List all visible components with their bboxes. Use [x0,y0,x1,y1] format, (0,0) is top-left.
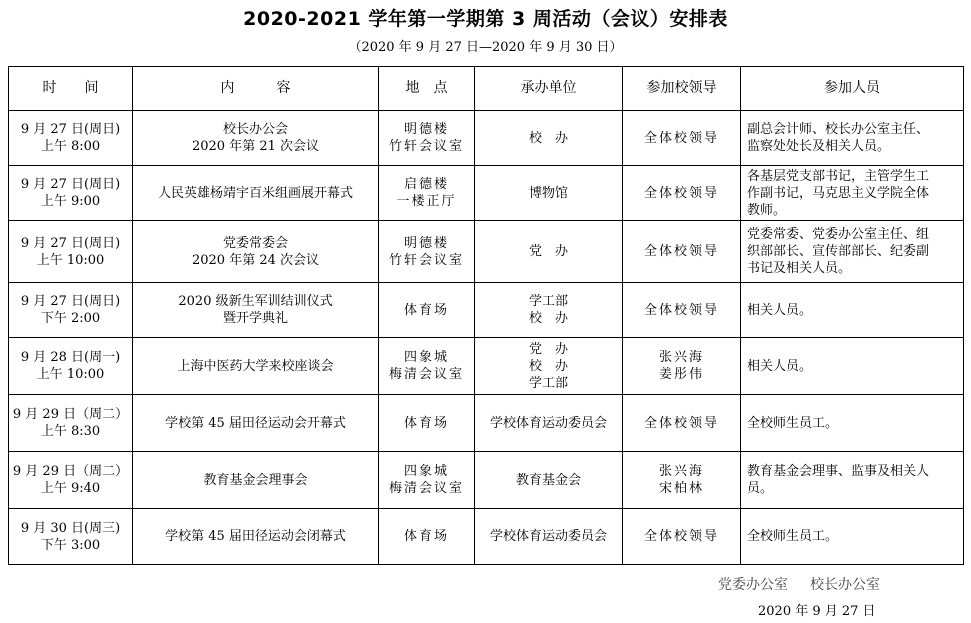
cell-date-text: 9 月 27 日(周日) [20,235,121,251]
cell-location [379,452,475,509]
cell-time [9,111,133,166]
cell-leaders-line: 全体校领导 [643,244,719,259]
document-title: 2020-2021 学年第一学期第 3 周活动（会议）安排表 [243,8,728,30]
footer-date: 2020 年 9 月 27 日 [758,604,876,619]
cell-location [379,509,475,565]
cell-time-text: 上午 10:00 [36,252,105,268]
cell-participants [741,509,964,565]
footer-issuers [718,574,880,594]
cell-participants-line: 相关人员。 [747,302,813,318]
footer-unit-president: 校长办公室 [810,577,880,593]
header-time: 时 间 [9,67,133,111]
cell-participants-line: 教师。 [747,202,787,218]
cell-leaders-line: 全体校领导 [643,302,719,318]
cell-location-line: 体育场 [403,302,449,318]
cell-leaders-line: 张兴海 [658,464,704,479]
cell-organizer-line: 博物馆 [528,185,568,201]
cell-date-text: 9 月 30 日(周三) [20,520,121,536]
cell-leaders [623,283,741,338]
cell-time [9,395,133,452]
cell-time-text: 上午 9:00 [40,194,101,209]
cell-participants-line: 全校师生员工。 [747,415,839,431]
cell-time-text: 上午 9:40 [40,481,101,496]
cell-organizer-line: 校 办 [528,130,568,146]
cell-organizer-line: 学校体育运动委员会 [489,415,607,431]
cell-organizer-line: 党 办 [528,341,568,357]
cell-organizer [475,111,623,166]
cell-leaders-line: 张兴海 [658,350,704,365]
cell-content-line: 2020 级新生军训结训仪式 [178,294,333,309]
header-leaders: 参加校领导 [623,67,741,111]
cell-leaders [623,452,741,509]
schedule-body [9,111,964,565]
cell-content-line: 上海中医药大学来校座谈会 [177,358,334,374]
cell-location-line: 四象城 [403,464,449,479]
cell-location-line: 明德楼 [403,235,449,251]
cell-content [133,338,379,395]
cell-content [133,221,379,283]
cell-location [379,166,475,221]
cell-time [9,283,133,338]
cell-participants [741,221,964,283]
header-location: 地 点 [379,67,475,111]
cell-time-text: 下午 2:00 [40,311,101,326]
cell-leaders [623,166,741,221]
cell-date-text: 9 月 28 日(周一) [20,350,121,365]
cell-participants-line: 相关人员。 [747,358,813,374]
cell-location-line: 明德楼 [403,122,449,137]
cell-location [379,283,475,338]
cell-date-text: 9 月 29 日（周二） [12,464,129,479]
cell-participants-line: 作副书记，马克思主义学院全体 [747,185,930,201]
cell-date-text: 9 月 27 日(周日) [20,122,121,137]
cell-leaders [623,509,741,565]
cell-time [9,509,133,565]
cell-organizer-line: 学工部 [528,294,568,309]
cell-time [9,338,133,395]
cell-participants-line: 全校师生员工。 [747,529,839,544]
cell-leaders-line: 宋柏林 [658,481,704,496]
cell-organizer [475,166,623,221]
cell-location [379,111,475,166]
cell-content-line: 2020 年第 21 次会议 [191,139,320,154]
header-participants: 参加人员 [741,67,964,111]
cell-organizer-line: 教育基金会 [515,472,581,488]
cell-participants-line: 副总会计师、校长办公室主任、 [747,122,930,137]
cell-content-line: 人民英雄杨靖宇百米组画展开幕式 [157,185,353,201]
cell-organizer-line: 校 办 [528,358,568,374]
cell-time-text: 下午 3:00 [40,537,101,553]
cell-location-line: 四象城 [403,350,449,365]
table-row [9,221,964,283]
cell-participants [741,283,964,338]
cell-organizer [475,283,623,338]
cell-participants-line: 监察处处长及相关人员。 [747,139,891,154]
cell-participants-line: 教育基金会理事、监事及相关人 [747,464,930,479]
cell-participants-line: 党委常委、党委办公室主任、组 [747,227,930,242]
cell-content [133,509,379,565]
cell-location [379,338,475,395]
cell-organizer [475,338,623,395]
cell-organizer [475,221,623,283]
cell-content-line: 学校第 45 届田径运动会开幕式 [165,415,346,431]
cell-content [133,395,379,452]
table-row [9,452,964,509]
table-row [9,395,964,452]
schedule-table [8,66,964,565]
cell-leaders-line: 全体校领导 [643,130,719,146]
cell-organizer [475,509,623,565]
cell-content [133,452,379,509]
cell-leaders [623,395,741,452]
cell-participants [741,111,964,166]
cell-location-line: 竹轩会议室 [388,139,464,154]
cell-participants-line: 各基层党支部书记，主管学生工 [747,168,930,184]
cell-content [133,283,379,338]
cell-participants [741,166,964,221]
table-row [9,509,964,565]
cell-location-line: 启德楼 [403,177,449,192]
cell-location-line: 体育场 [403,529,449,544]
header-content: 内 容 [133,67,379,111]
cell-participants [741,452,964,509]
cell-content-line: 学校第 45 届田径运动会闭幕式 [165,529,346,544]
cell-participants-line: 书记及相关人员。 [747,261,852,276]
cell-leaders-line: 全体校领导 [643,185,719,201]
cell-location-line: 竹轩会议室 [388,252,464,268]
cell-date-text: 9 月 27 日(周日) [20,294,121,309]
cell-participants-line: 员。 [747,481,774,496]
header-organizer: 承办单位 [475,67,623,111]
cell-leaders-line: 姜彤伟 [658,367,704,382]
cell-content [133,111,379,166]
cell-time [9,221,133,283]
cell-organizer [475,395,623,452]
cell-leaders [623,338,741,395]
cell-content-line: 党委常委会 [222,235,288,251]
table-row [9,166,964,221]
cell-content-line: 校长办公会 [222,122,288,137]
cell-participants [741,395,964,452]
cell-content-line: 教育基金会理事会 [203,472,308,488]
cell-time [9,166,133,221]
cell-location [379,221,475,283]
document-subtitle: （2020 年 9 月 27 日—2020 年 9 月 30 日） [348,40,623,55]
cell-content [133,166,379,221]
cell-leaders-line: 全体校领导 [643,529,719,544]
cell-time-text: 上午 8:30 [40,424,101,439]
cell-participants-line: 织部部长、宣传部部长、纪委副 [747,244,930,259]
cell-content-line: 2020 年第 24 次会议 [191,252,320,268]
cell-location [379,395,475,452]
cell-date-text: 9 月 29 日（周二） [12,407,129,422]
cell-organizer-line: 学校体育运动委员会 [489,529,607,544]
cell-organizer-line: 校 办 [528,311,568,326]
footer-unit-party: 党委办公室 [718,577,788,593]
cell-content-line: 暨开学典礼 [222,311,288,326]
cell-organizer-line: 党 办 [528,244,568,259]
cell-leaders [623,221,741,283]
cell-time-text: 上午 8:00 [40,139,101,154]
cell-leaders-line: 全体校领导 [643,415,719,431]
cell-time-text: 上午 10:00 [36,367,105,382]
cell-time [9,452,133,509]
cell-location-line: 体育场 [403,415,449,431]
cell-organizer-line: 学工部 [528,375,568,391]
table-row [9,111,964,166]
table-row [9,283,964,338]
cell-location-line: 梅清会议室 [388,481,464,496]
cell-organizer [475,452,623,509]
cell-location-line: 梅清会议室 [388,367,464,382]
cell-location-line: 一楼正厅 [396,194,457,209]
table-row [9,338,964,395]
cell-leaders [623,111,741,166]
table-header-row [9,67,964,111]
cell-date-text: 9 月 27 日(周日) [20,177,121,192]
cell-participants [741,338,964,395]
